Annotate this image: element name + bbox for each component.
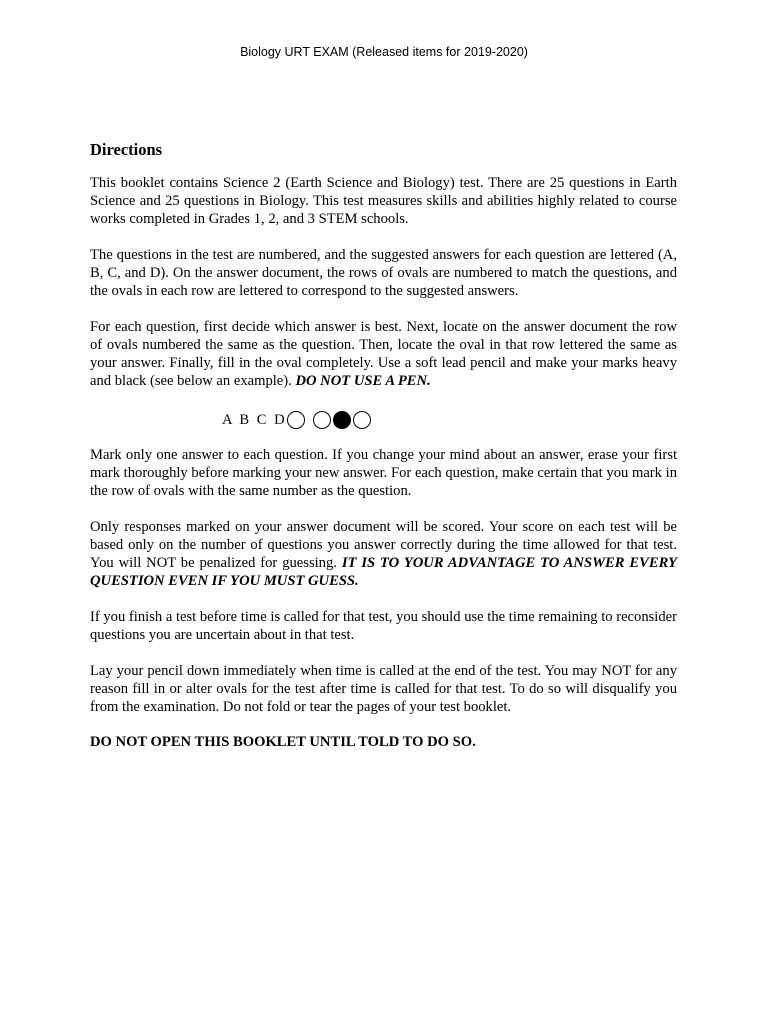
page-header: Biology URT EXAM (Released items for 2019-2020) [240,45,528,59]
guessing-advice: IT IS TO YOUR ADVANTAGE TO ANSWER EVERY QUESTION EVEN IF YOU MUST GUESS. [90,555,677,589]
marking-instructions-text: For each question, first decide which answer is best. Next, locate on the answer document the row of ovals numbered the same as the question. Then, locate the oval in that row lettered the same as your answer. Finally, fill in the oval completely. Use a soft lead pencil and make your marks heavy and black (see below an example). [90,319,677,389]
paragraph-marking-instructions [90,318,677,390]
answer-oval-example [90,408,677,432]
directions-heading: Directions [90,140,163,159]
example-oval-b [313,411,331,429]
paragraph-one-answer: Mark only one answer to each question. If you change your mind about an answer, erase your first mark thoroughly before marking your new answer. For each question, make certain that you mark in the row of ovals with the same number as the question. [90,447,677,499]
paragraph-scoring [90,518,677,590]
no-pen-warning: DO NOT USE A PEN. [295,373,431,389]
paragraph-numbering: The questions in the test are numbered, and the suggested answers for each question are lettered (A, B, C, and D). On the answer document, the rows of ovals are numbered to match the questions, and the ovals in each row are lettered to correspond to the suggested answers. [90,247,677,299]
example-oval-c-filled [333,411,351,429]
example-oval-d [353,411,371,429]
directions-section [90,140,677,751]
example-option-letters: A B C D [222,411,285,428]
example-oval-a [287,411,305,429]
paragraph-end-of-test: Lay your pencil down immediately when time is called at the end of the test. You may NOT for any reason fill in or alter ovals for the test after time is called for that test. To do so will disqualify you from the examination. Do not fold or tear the pages of your test booklet. [90,663,677,715]
final-notice: DO NOT OPEN THIS BOOKLET UNTIL TOLD TO DO SO. [90,734,476,750]
scoring-text: Only responses marked on your answer document will be scored. Your score on each test will be based only on the number of questions you answer correctly during the time allowed for that test. You will NOT be penalized for guessing. [90,519,677,571]
paragraph-booklet-contents: This booklet contains Science 2 (Earth Science and Biology) test. There are 25 questions in Earth Science and 25 questions in Biology. This test measures skills and abilities highly related to course works completed in Grades 1, 2, and 3 STEM schools. [90,175,677,227]
paragraph-remaining-time: If you finish a test before time is called for that test, you should use the time remaining to reconsider questions you are uncertain about in that test. [90,609,677,643]
